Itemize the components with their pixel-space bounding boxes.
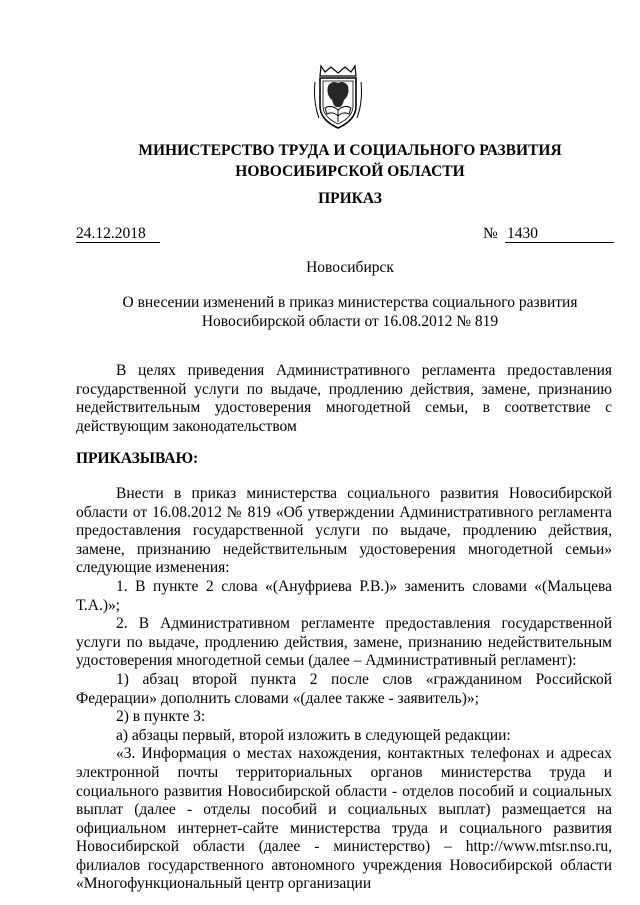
paragraph: «3. Информация о местах нахождения, контактных телефонах и адресах электронной почты территориальных органов министерства труда и социального развития Новосибирской области - отделов пособий и социальных выплат (далее - отделы пособий и социальных выплат) размещается на официальном интернет-сайте министерства труда и социального развития Новосибирской области (далее - министерство) – http://www.mtsr.nso.ru, филиалов государственного автономного учреждения Новосибирской области «Многофункциональный центр организации bbox=[76, 745, 612, 893]
subject-line-1: О внесении изменений в приказ министерства социального развития bbox=[122, 294, 578, 311]
paragraph: Внести в приказ министерства социального развития Новосибирской области от 16.08.2012 № 819 «Об утверждении Административного регламента предоставления государственной услуги по выдаче, продлению действия, замене, признанию недействительным удостоверения многодетной семьи» следующие изменения: bbox=[76, 485, 612, 577]
paragraph: 1) абзац второй пункта 2 после слов «гражданином Российской Федерации» дополнить словами «(далее также - заявитель)»; bbox=[76, 670, 612, 707]
ministry-name bbox=[60, 140, 640, 182]
ministry-line-2: НОВОСИБИРСКОЙ ОБЛАСТИ bbox=[235, 163, 465, 180]
order-subject bbox=[80, 293, 620, 331]
paragraph: 2) в пункте 3: bbox=[116, 708, 206, 726]
document-type: ПРИКАЗ bbox=[318, 190, 382, 207]
paragraph: 2. В Административном регламенте предоставления государственной услуги по выдаче, продлению действия, замене, признанию недействительным удостоверения многодетной семьи (далее – Административный регламент): bbox=[76, 615, 612, 670]
city: Новосибирск bbox=[306, 259, 394, 276]
preamble: В целях приведения Административного регламента предоставления государственной услуги по выдаче, продлению действия, замене, признанию недействительным удостоверения многодетной семьи, в соответствие с действующим законодательством bbox=[76, 362, 612, 435]
subject-line-2: Новосибирской области от 16.08.2012 № 819 bbox=[201, 313, 499, 330]
order-body bbox=[76, 485, 612, 894]
order-date: 24.12.2018 bbox=[76, 225, 160, 243]
order-number: 1430 bbox=[505, 225, 614, 243]
coat-of-arms-icon bbox=[311, 62, 365, 132]
paragraph: 1. В пункте 2 слова «(Ануфриева Р.В.)» заменить словами «(Мальцева Т.А.)»; bbox=[76, 577, 612, 614]
ministry-line-1: МИНИСТЕРСТВО ТРУДА И СОЦИАЛЬНОГО РАЗВИТИЯ bbox=[138, 142, 562, 159]
decree-heading: ПРИКАЗЫВАЮ: bbox=[76, 450, 199, 467]
paragraph: а) абзацы первый, второй изложить в следующей редакции: bbox=[116, 726, 511, 744]
number-sign: № bbox=[483, 225, 498, 242]
